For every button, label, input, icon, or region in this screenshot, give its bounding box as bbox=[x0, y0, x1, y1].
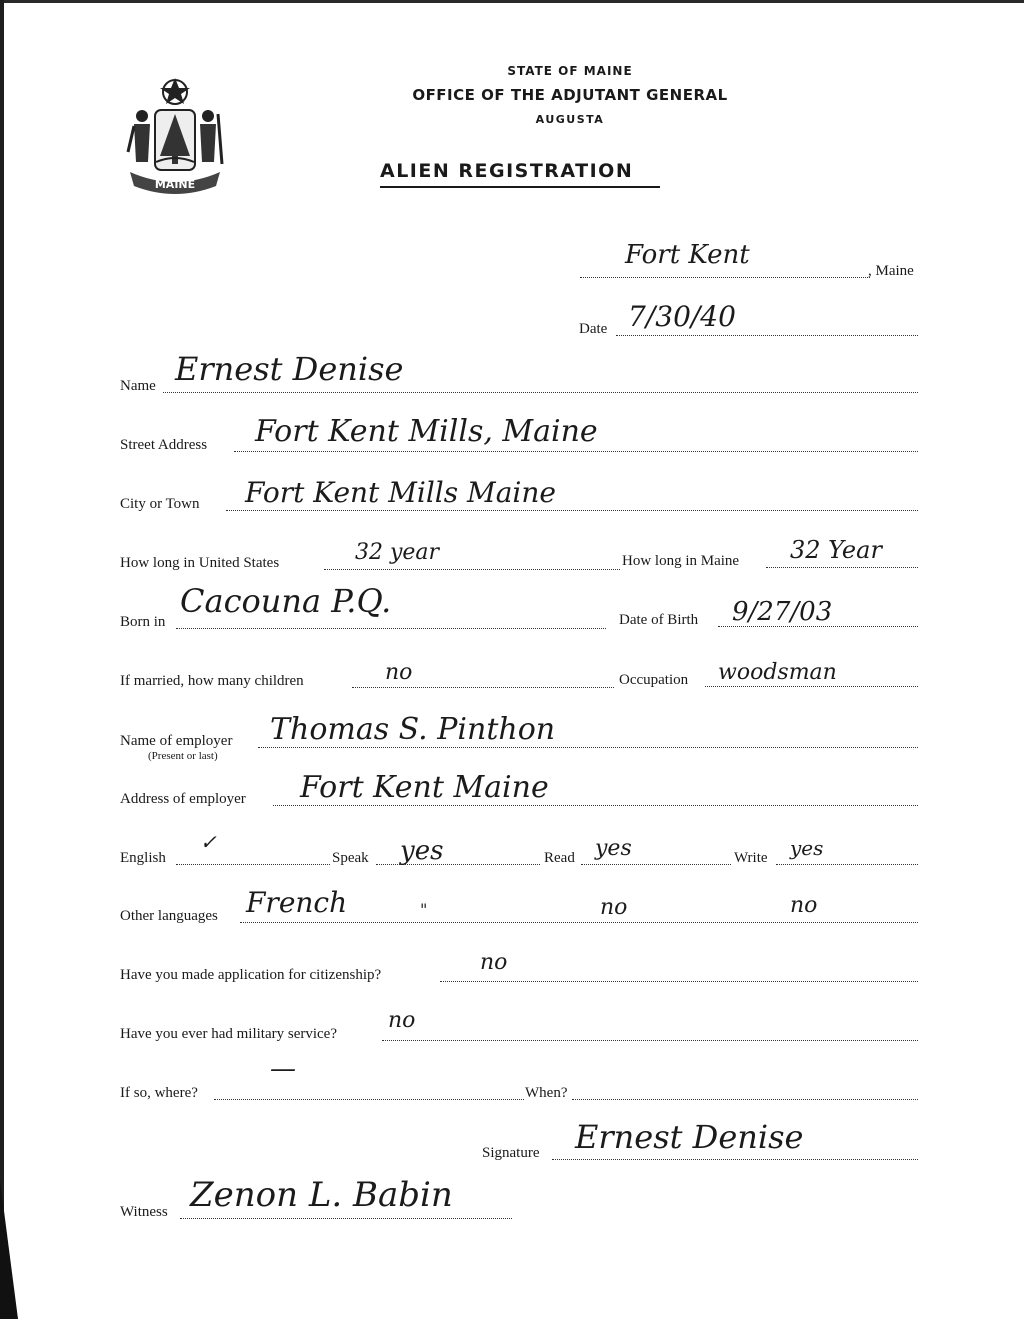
header-state: STATE OF MAINE bbox=[507, 64, 633, 78]
street-address-value: Fort Kent Mills, Maine bbox=[255, 414, 598, 449]
married-children-line bbox=[352, 687, 614, 688]
citizenship-value: no bbox=[480, 950, 508, 975]
witness-value: Zenon L. Babin bbox=[190, 1175, 453, 1215]
date-of-birth-label: Date of Birth bbox=[619, 612, 699, 628]
signature-label: Signature bbox=[482, 1145, 540, 1161]
military-line bbox=[382, 1040, 918, 1041]
occupation-value: woodsman bbox=[718, 660, 837, 685]
read-line bbox=[581, 864, 731, 865]
date-label: Date bbox=[579, 321, 608, 337]
born-in-line bbox=[176, 628, 606, 629]
other-write-value: no bbox=[790, 893, 818, 918]
speak-label: Speak bbox=[332, 850, 369, 866]
other-read-value: no bbox=[600, 895, 628, 920]
employer-address-value: Fort Kent Maine bbox=[300, 770, 549, 805]
employer-name-line bbox=[258, 747, 918, 748]
street-address-label: Street Address bbox=[120, 437, 208, 453]
date-value: 7/30/40 bbox=[628, 300, 736, 333]
name-label: Name bbox=[120, 378, 156, 394]
date-line bbox=[616, 335, 918, 336]
town-value: Fort Kent bbox=[625, 240, 750, 270]
form-title: ALIEN REGISTRATION bbox=[380, 160, 634, 182]
witness-line bbox=[180, 1218, 512, 1219]
page-shadow bbox=[0, 1180, 18, 1319]
header-city: AUGUSTA bbox=[535, 113, 605, 126]
employer-name-value: Thomas S. Pinthon bbox=[270, 712, 556, 747]
speak-value: yes bbox=[400, 836, 444, 866]
other-languages-line bbox=[240, 922, 918, 923]
how-long-maine-line bbox=[766, 567, 918, 568]
occupation-line bbox=[705, 686, 918, 687]
if-so-where-value: — bbox=[270, 1054, 296, 1084]
signature-line bbox=[552, 1159, 918, 1160]
military-label: Have you ever had military service? bbox=[120, 1026, 337, 1042]
name-line bbox=[163, 392, 918, 393]
title-underline bbox=[380, 186, 660, 188]
signature-value: Ernest Denise bbox=[575, 1118, 804, 1156]
city-line bbox=[226, 510, 918, 511]
english-line bbox=[176, 864, 330, 865]
page-border-top bbox=[0, 0, 1024, 3]
if-so-where-label: If so, where? bbox=[120, 1085, 198, 1101]
how-long-us-line bbox=[324, 569, 620, 570]
how-long-maine-label: How long in Maine bbox=[622, 553, 740, 569]
born-in-label: Born in bbox=[120, 614, 166, 630]
how-long-us-value: 32 year bbox=[355, 540, 440, 565]
read-label: Read bbox=[544, 850, 575, 866]
street-address-line bbox=[234, 451, 918, 452]
maine-label: , Maine bbox=[868, 263, 914, 279]
other-languages-value: French bbox=[246, 886, 348, 919]
english-label: English bbox=[120, 850, 166, 866]
name-value: Ernest Denise bbox=[175, 350, 404, 388]
employer-note: (Present or last) bbox=[148, 750, 218, 762]
if-so-where-line bbox=[214, 1099, 524, 1100]
city-value: Fort Kent Mills Maine bbox=[245, 476, 556, 509]
employer-address-line bbox=[273, 805, 918, 806]
seal-banner-text: MAINE bbox=[154, 178, 196, 191]
when-label: When? bbox=[525, 1085, 568, 1101]
how-long-us-label: How long in United States bbox=[120, 555, 280, 571]
citizenship-label: Have you made application for citizenship? bbox=[120, 967, 382, 983]
maine-state-seal-icon bbox=[120, 74, 230, 204]
header-office: OFFICE OF THE ADJUTANT GENERAL bbox=[412, 86, 728, 104]
town-line bbox=[580, 277, 870, 278]
witness-label: Witness bbox=[120, 1204, 168, 1220]
employer-name-label: Name of employer bbox=[120, 733, 233, 749]
other-languages-label: Other languages bbox=[120, 908, 218, 924]
other-languages-ditto: " bbox=[420, 900, 428, 919]
how-long-maine-value: 32 Year bbox=[790, 536, 882, 564]
page-border-left bbox=[0, 0, 4, 1319]
born-in-value: Cacouna P.Q. bbox=[180, 582, 392, 620]
military-value: no bbox=[388, 1008, 416, 1033]
occupation-label: Occupation bbox=[619, 672, 689, 688]
citizenship-line bbox=[440, 981, 918, 982]
employer-address-label: Address of employer bbox=[120, 791, 246, 807]
married-children-value: no bbox=[385, 660, 413, 685]
write-value: yes bbox=[790, 836, 824, 860]
write-line bbox=[776, 864, 918, 865]
when-line bbox=[572, 1099, 918, 1100]
write-label: Write bbox=[734, 850, 768, 866]
read-value: yes bbox=[595, 836, 632, 861]
city-label: City or Town bbox=[120, 496, 200, 512]
date-of-birth-value: 9/27/03 bbox=[732, 597, 833, 627]
english-value: ✓ bbox=[200, 830, 217, 854]
married-children-label: If married, how many children bbox=[120, 673, 304, 689]
